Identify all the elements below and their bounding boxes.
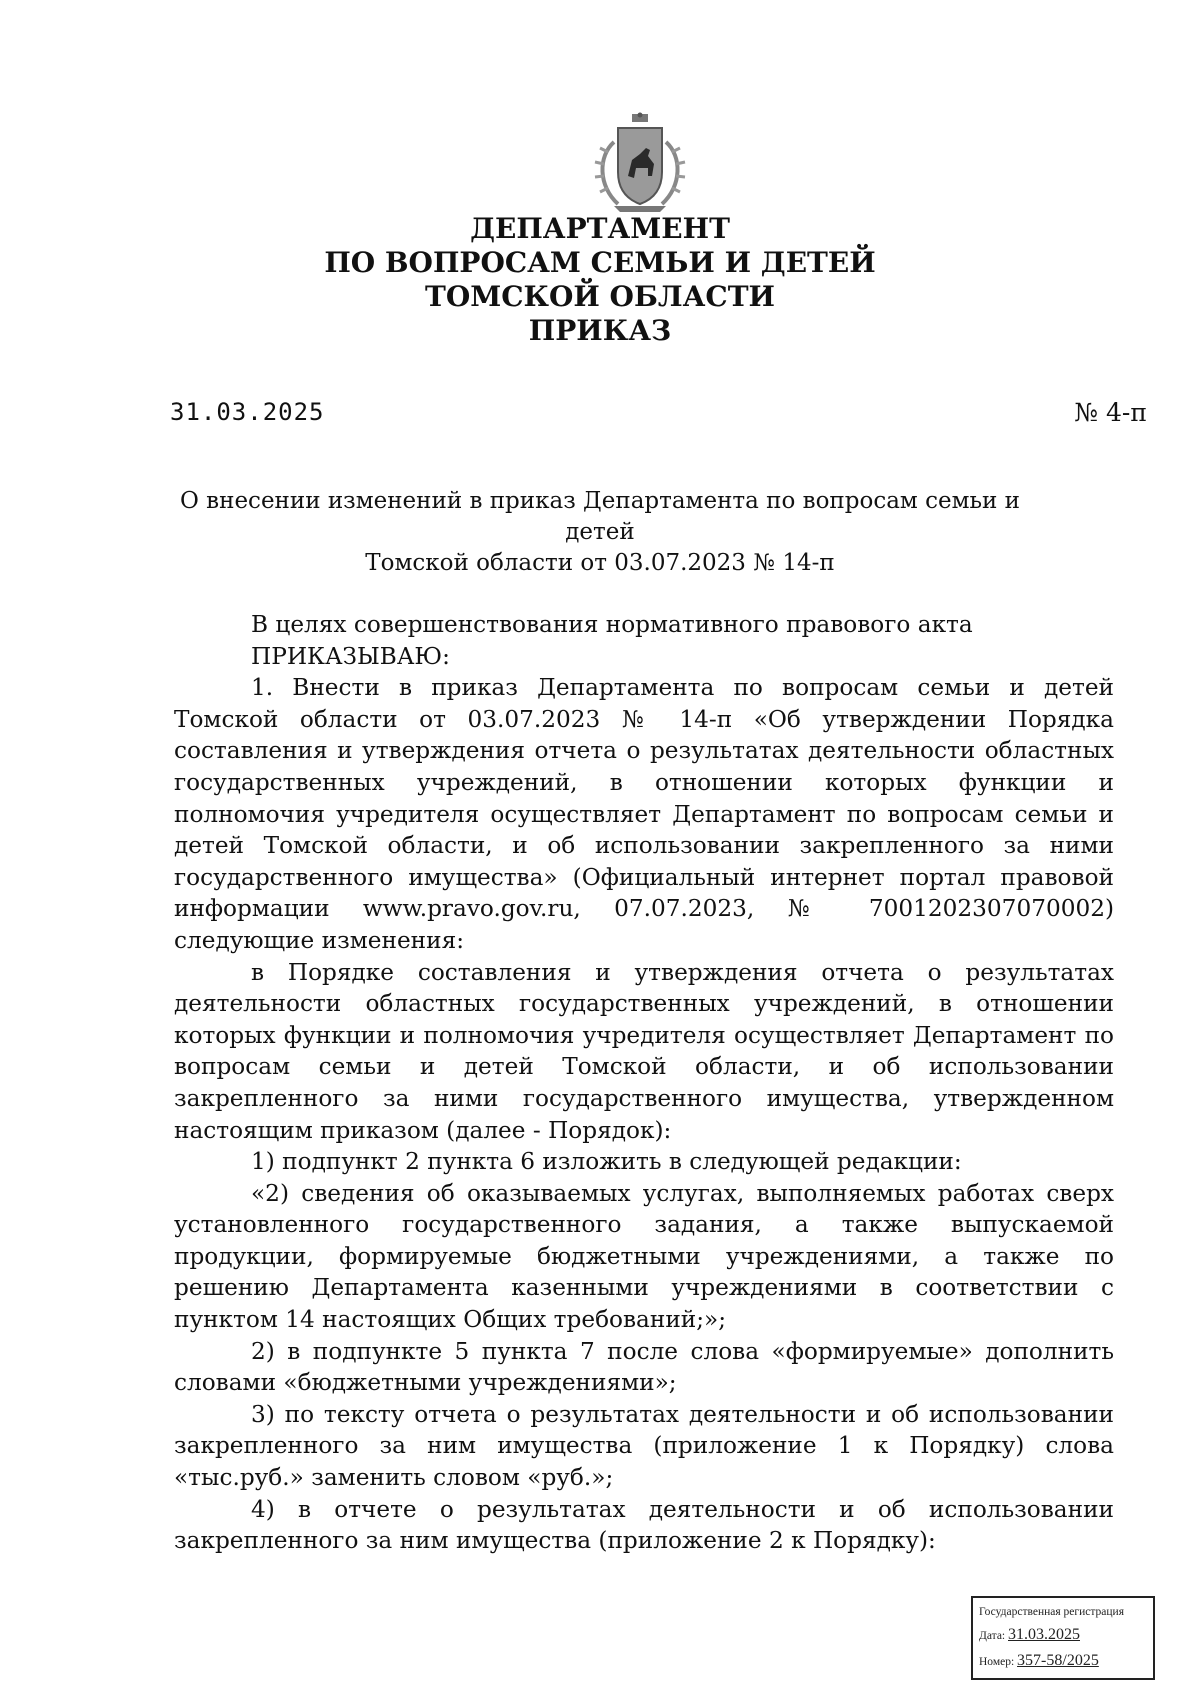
registration-title: Государственная регистрация [979, 1606, 1124, 1618]
registration-number-row [979, 1649, 1147, 1675]
subject-line-1: О внесении изменений в приказ Департамента по вопросам семьи и детей [180, 488, 1020, 545]
body-paragraph-purpose: В целях совершенствования нормативного правового акта [251, 611, 973, 638]
body-paragraph-4: «2) сведения об оказываемых услугах, выполняемых работах сверх установленного государственного задания, а также выпускаемой продукции, формируемые бюджетными учреждениями, а также по решению Департамента казенными учреждениями в соответствии с пунктом 14 настоящих Общих требований;»; [174, 1179, 1114, 1334]
header-department: ДЕПАРТАМЕНТ [470, 212, 730, 245]
body-paragraph-5: 2) в подпункте 5 пункта 7 после слова «формируемые» дополнить словами «бюджетными учреждениями»; [174, 1337, 1114, 1397]
tomsk-region-coat-of-arms-icon [584, 112, 696, 216]
body-paragraph-1: 1. Внести в приказ Департамента по вопросам семьи и детей Томской области от 03.07.2023 № 14-п «Об утверждении Порядка составления и утверждения отчета о результатах деятельности областных государственных учреждений, в отношении которых функции и полномочия учредителя осуществляет Департамент по вопросам семьи и детей Томской области, и об использовании закрепленного за ними государственного имущества» (Официальный интернет портал правовой информации www.pravo.gov.ru, 07.07.2023, № 7001202307070002) следующие изменения: [174, 674, 1114, 954]
header-region: ТОМСКОЙ ОБЛАСТИ [424, 280, 776, 313]
registration-number-value: 357-58/2025 [1017, 1652, 1099, 1669]
registration-stamp [971, 1596, 1155, 1680]
header-department-scope: ПО ВОПРОСАМ СЕМЬИ И ДЕТЕЙ [324, 246, 876, 279]
order-subject [150, 486, 1050, 579]
header-order-type: ПРИКАЗ [528, 314, 672, 347]
body-paragraph-order: ПРИКАЗЫВАЮ: [251, 642, 450, 670]
body-paragraph-2: в Порядке составления и утверждения отчета о результатах деятельности областных государственных учреждений, в отношении которых функции и полномочия учредителя осуществляет Департамент по вопросам семьи и детей Томской области, и об использовании закрепленного за ними государственного имущества, утвержденном настоящим приказом (далее - Порядок): [174, 958, 1114, 1144]
order-body [174, 609, 1114, 1557]
document-header [0, 212, 1200, 348]
body-paragraph-6: 3) по тексту отчета о результатах деятельности и об использовании закрепленного за ним имущества (приложение 1 к Порядку) слова «тыс.руб.» заменить словом «руб.»; [174, 1400, 1114, 1492]
body-paragraph-3: 1) подпункт 2 пункта 6 изложить в следующей редакции: [251, 1148, 962, 1176]
subject-line-2: Томской области от 03.07.2023 № 14-п [365, 550, 835, 576]
body-paragraph-7: 4) в отчете о результатах деятельности и об использовании закрепленного за ним имущества (приложение 2 к Порядку): [174, 1495, 1114, 1555]
order-date: 31.03.2025 [170, 398, 325, 426]
registration-number-label: Номер: [979, 1656, 1015, 1668]
registration-date-value: 31.03.2025 [1008, 1626, 1080, 1643]
order-number: № 4-п [1074, 398, 1147, 427]
registration-date-row [979, 1623, 1147, 1649]
registration-date-label: Дата: [979, 1630, 1006, 1642]
